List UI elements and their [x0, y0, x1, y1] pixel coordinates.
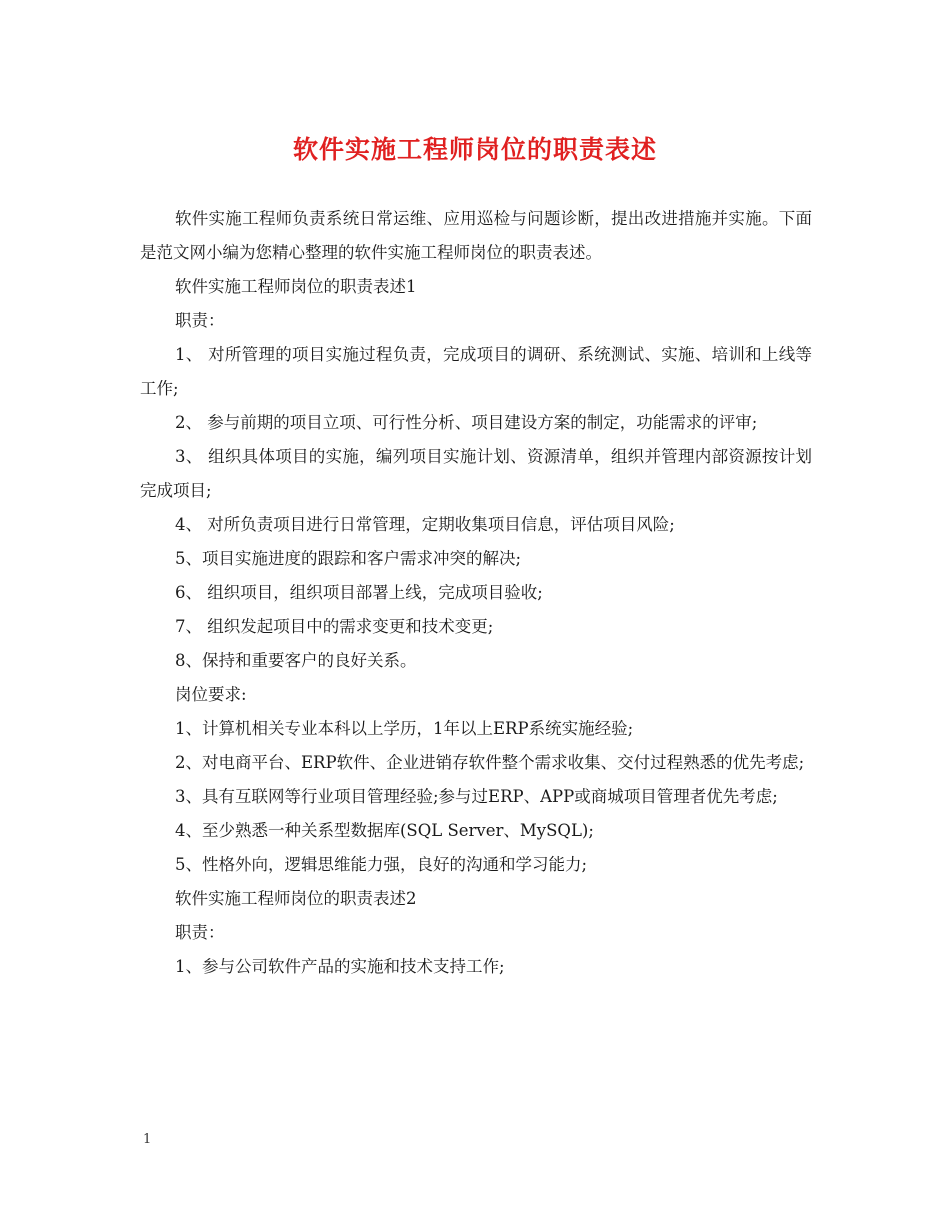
duty-item: 5、项目实施进度的跟踪和客户需求冲突的解决;: [175, 549, 522, 568]
document-body: [140, 202, 812, 984]
requirement-item: 5、性格外向，逻辑思维能力强，良好的沟通和学习能力;: [175, 855, 588, 874]
requirements-label: 岗位要求:: [175, 685, 247, 704]
section-heading-2: 软件实施工程师岗位的职责表述2: [175, 889, 417, 908]
requirement-item: 2、对电商平台、ERP软件、企业进销存软件整个需求收集、交付过程熟悉的优先考虑;: [175, 753, 805, 772]
section-heading-1: 软件实施工程师岗位的职责表述1: [175, 277, 417, 296]
duties-label: 职责：: [175, 923, 225, 942]
requirement-item: 4、至少熟悉一种关系型数据库(SQL Server、MySQL);: [175, 821, 594, 840]
duty-item: 8、保持和重要客户的良好关系。: [175, 651, 417, 670]
duty-item: 7、 组织发起项目中的需求变更和技术变更;: [175, 617, 494, 636]
duties-label: 职责：: [175, 311, 225, 330]
requirement-item: 3、具有互联网等行业项目管理经验;参与过ERP、APP或商城项目管理者优先考虑;: [175, 787, 778, 806]
duty-item: 3、 组织具体项目的实施，编列项目实施计划、资源清单，组织并管理内部资源按计划完成项目;: [140, 447, 812, 500]
duty-item: 1、参与公司软件产品的实施和技术支持工作;: [175, 957, 505, 976]
duty-item: 6、 组织项目，组织项目部署上线，完成项目验收;: [175, 583, 543, 602]
duty-item: 1、 对所管理的项目实施过程负责，完成项目的调研、系统测试、实施、培训和上线等工作;: [140, 345, 812, 398]
requirement-item: 1、计算机相关专业本科以上学历，1年以上ERP系统实施经验;: [175, 719, 634, 738]
duty-item: 2、 参与前期的项目立项、可行性分析、项目建设方案的制定，功能需求的评审;: [175, 413, 758, 432]
page-number: 1: [143, 1132, 152, 1147]
intro-paragraph: 软件实施工程师负责系统日常运维、应用巡检与问题诊断，提出改进措施并实施。下面是范文网小编为您精心整理的软件实施工程师岗位的职责表述。: [140, 209, 812, 262]
document-title: 软件实施工程师岗位的职责表述: [292, 135, 657, 164]
duty-item: 4、 对所负责项目进行日常管理，定期收集项目信息，评估项目风险;: [175, 515, 675, 534]
